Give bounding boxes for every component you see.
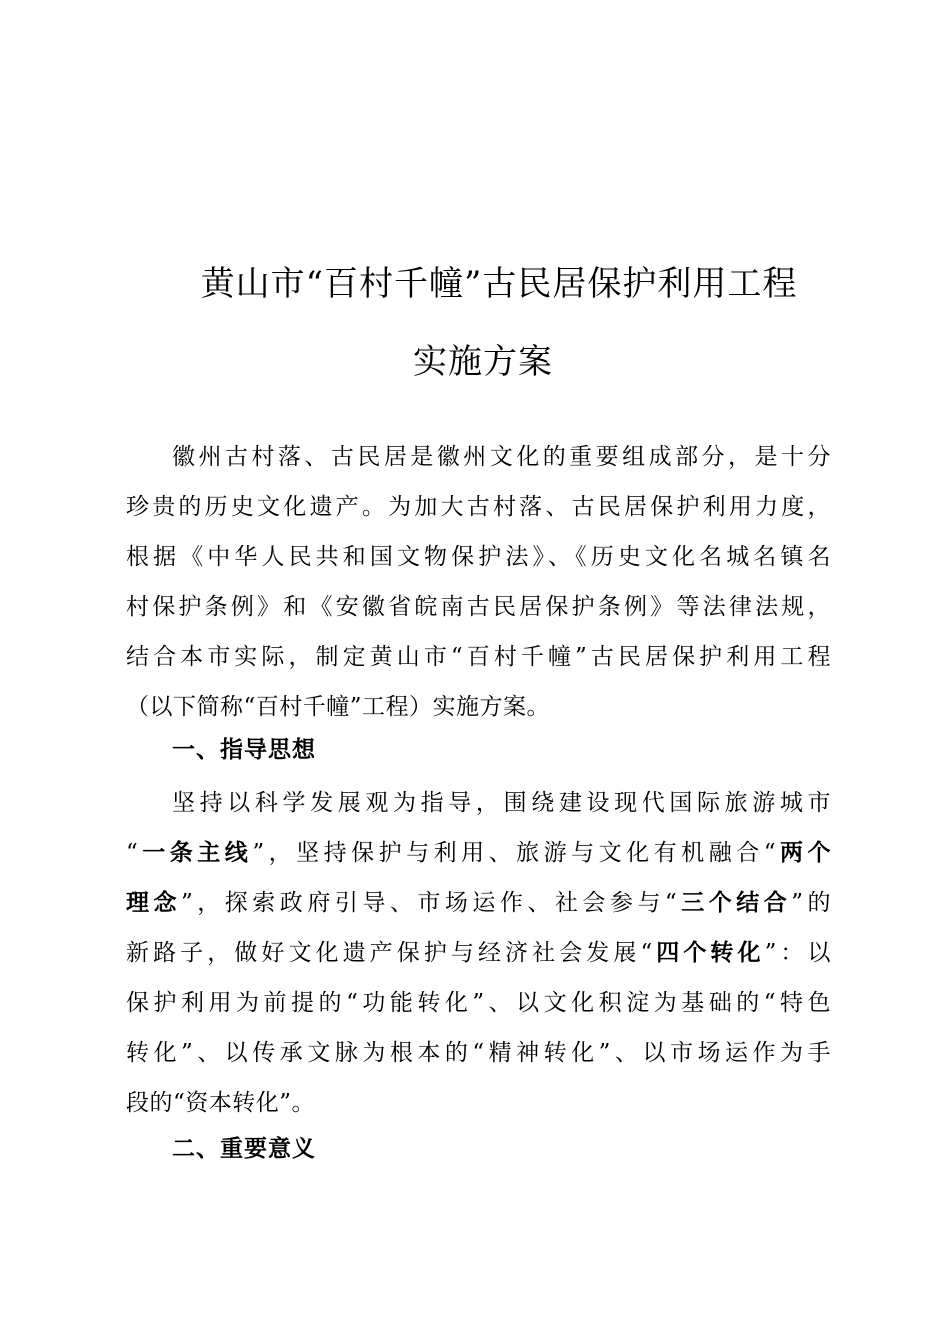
- paragraph-line: [126, 928, 831, 978]
- text-run: “: [126, 840, 139, 866]
- paragraph-line: [126, 878, 831, 928]
- paragraph-line: [126, 828, 831, 878]
- paragraph-line: 徽州古村落、古民居是徽州文化的重要组成部分，是十分: [172, 444, 831, 470]
- document-subtitle: 实施方案: [413, 342, 553, 382]
- paragraph-line: （以下简称“百村千幢”工程）实施方案。: [126, 694, 551, 720]
- section-heading-guiding-thought: 一、指导思想: [172, 737, 316, 763]
- emphasis-three-combinations: 三个结合: [677, 890, 792, 916]
- text-run: ”的: [791, 890, 832, 916]
- text-run: ”，坚持保护与利用、旅游与文化有机融合“: [252, 840, 776, 866]
- paragraph-line: 转化”、以传承文脉为根本的“精神转化”、以市场运作为手: [126, 1040, 831, 1066]
- intro-paragraph: [126, 432, 831, 732]
- text-run: 新路子，做好文化遗产保护与经济社会发展“: [126, 940, 653, 966]
- paragraph-line: 珍贵的历史文化遗产。为加大古村落、古民居保护利用力度，: [126, 494, 831, 520]
- emphasis-two-concepts: 两个: [775, 840, 831, 866]
- section-heading-significance: 二、重要意义: [172, 1136, 316, 1162]
- document-title: 黄山市“百村千幢”古民居保护利用工程: [200, 264, 798, 304]
- paragraph-line: 段的“资本转化”。: [126, 1090, 316, 1116]
- emphasis-four-transformations: 四个转化: [652, 940, 765, 966]
- text-run: ”：以: [764, 940, 832, 966]
- emphasis-two-concepts: 理念: [126, 890, 182, 916]
- emphasis-one-main-line: 一条主线: [138, 840, 253, 866]
- text-run: ”，探索政府引导、市场运作、社会参与“: [181, 890, 678, 916]
- paragraph-line: 保护利用为前提的“功能转化”、以文化积淀为基础的“特色: [126, 990, 831, 1016]
- paragraph-line: 根据《中华人民共和国文物保护法》、《历史文化名城名镇名: [126, 544, 831, 570]
- paragraph-line: 村保护条例》和《安徽省皖南古民居保护条例》等法律法规，: [126, 594, 831, 620]
- guiding-thought-paragraph: [126, 778, 831, 1128]
- paragraph-line: 坚持以科学发展观为指导，围绕建设现代国际旅游城市: [172, 790, 831, 816]
- paragraph-line: 结合本市实际，制定黄山市“百村千幢”古民居保护利用工程: [126, 644, 831, 670]
